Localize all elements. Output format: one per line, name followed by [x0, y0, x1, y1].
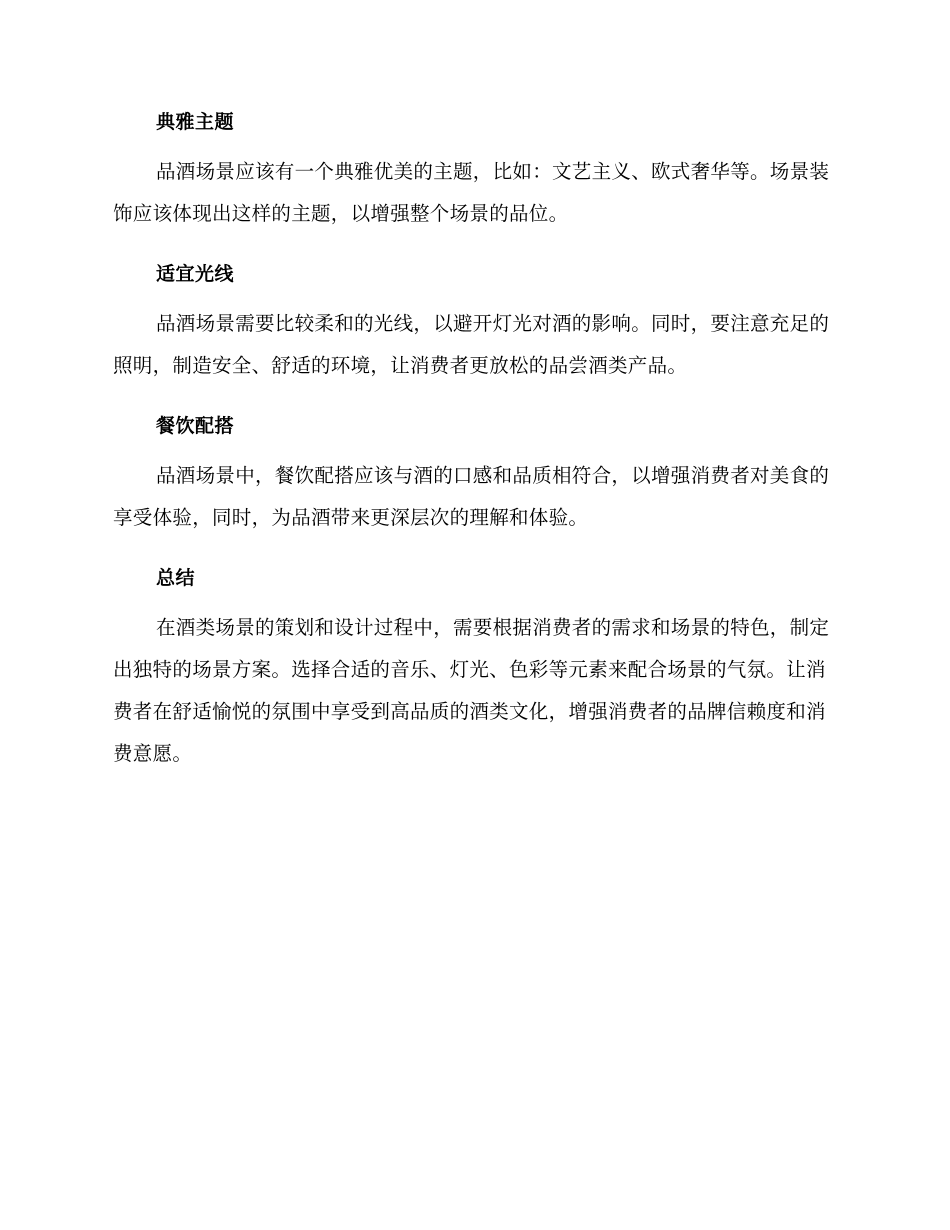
section-paragraph: 品酒场景应该有一个典雅优美的主题，比如：文艺主义、欧式奢华等。场景装饰应该体现出这样的主题，以增强整个场景的品位。: [113, 160, 830, 225]
section-paragraph: 品酒场景中，餐饮配搭应该与酒的口感和品质相符合，以增强消费者对美食的享受体验，同时，为品酒带来更深层次的理解和体验。: [113, 464, 830, 529]
section-elegant-theme: [113, 107, 831, 235]
section-heading: 总结: [156, 567, 196, 589]
section-paragraph: 在酒类场景的策划和设计过程中，需要根据消费者的需求和场景的特色，制定出独特的场景方案。选择合适的音乐、灯光、色彩等元素来配合场景的气氛。让消费者在舒适愉悦的氛围中享受到高品质的酒类文化，增强消费者的品牌信赖度和消费意愿。: [113, 616, 830, 765]
section-paragraph: 品酒场景需要比较柔和的光线，以避开灯光对酒的影响。同时，要注意充足的照明，制造安全、舒适的环境，让消费者更放松的品尝酒类产品。: [113, 312, 830, 377]
section-suitable-lighting: [113, 259, 831, 387]
section-summary: [113, 563, 831, 775]
document-page: [113, 107, 831, 799]
section-heading: 餐饮配搭: [156, 415, 235, 437]
section-food-pairing: [113, 411, 831, 539]
section-heading: 典雅主题: [156, 111, 235, 133]
section-heading: 适宜光线: [156, 263, 235, 285]
